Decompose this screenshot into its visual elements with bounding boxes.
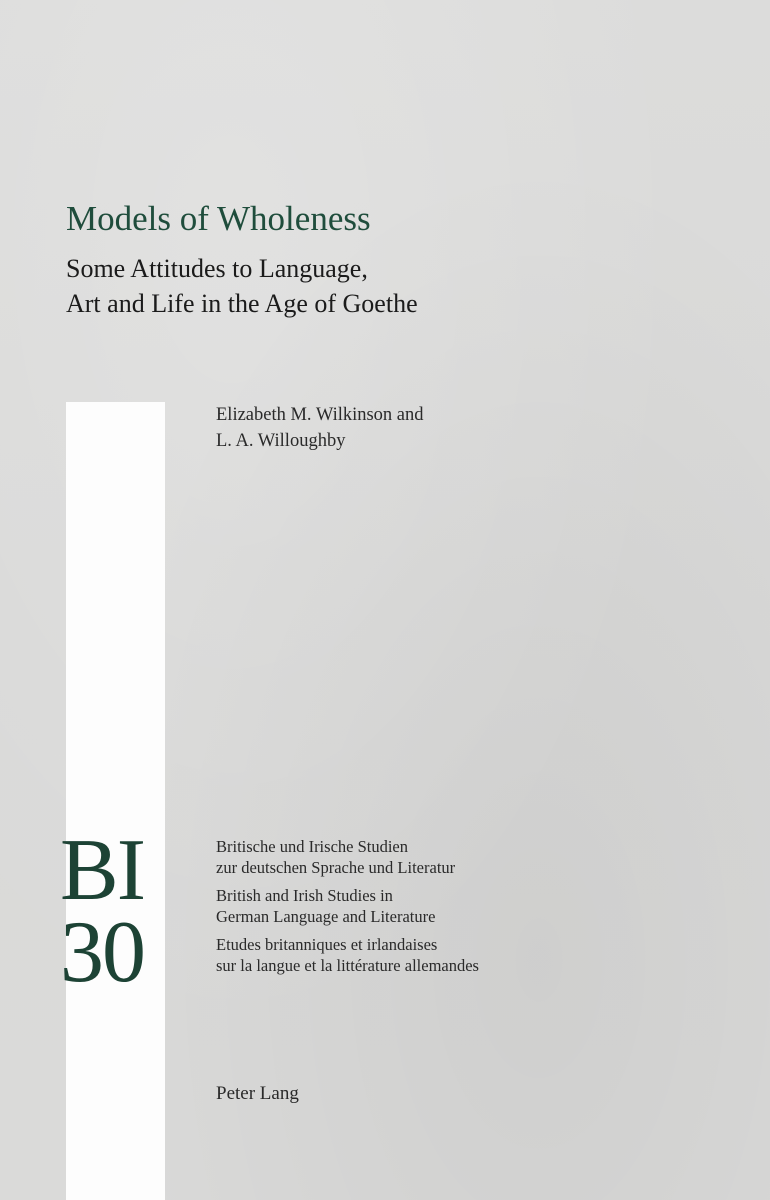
series-line: zur deutschen Sprache und Literatur (216, 858, 456, 877)
series-title-french (216, 934, 479, 976)
book-title: Models of Wholeness (66, 199, 371, 238)
series-letters: BI (60, 822, 144, 919)
series-line: Britische und Irische Studien (216, 837, 409, 856)
publisher-name: Peter Lang (216, 1083, 299, 1104)
author-line: L. A. Willoughby (216, 431, 346, 451)
white-vertical-strip (66, 402, 165, 1200)
series-number-mark (60, 822, 180, 1001)
series-title-german (216, 836, 479, 878)
subtitle-line: Some Attitudes to Language, (66, 254, 368, 283)
subtitle-line: Art and Life in the Age of Goethe (66, 289, 418, 318)
series-line: Etudes britanniques et irlandaises (216, 935, 438, 954)
series-title-english (216, 885, 479, 927)
series-line: sur la langue et la littérature allemandes (216, 956, 479, 975)
author-names (216, 402, 424, 454)
series-volume-number: 30 (60, 904, 144, 1001)
series-line: British and Irish Studies in (216, 886, 393, 905)
book-subtitle (66, 251, 418, 321)
series-line: German Language and Literature (216, 907, 436, 926)
author-line: Elizabeth M. Wilkinson and (216, 405, 424, 425)
series-description (216, 836, 479, 983)
